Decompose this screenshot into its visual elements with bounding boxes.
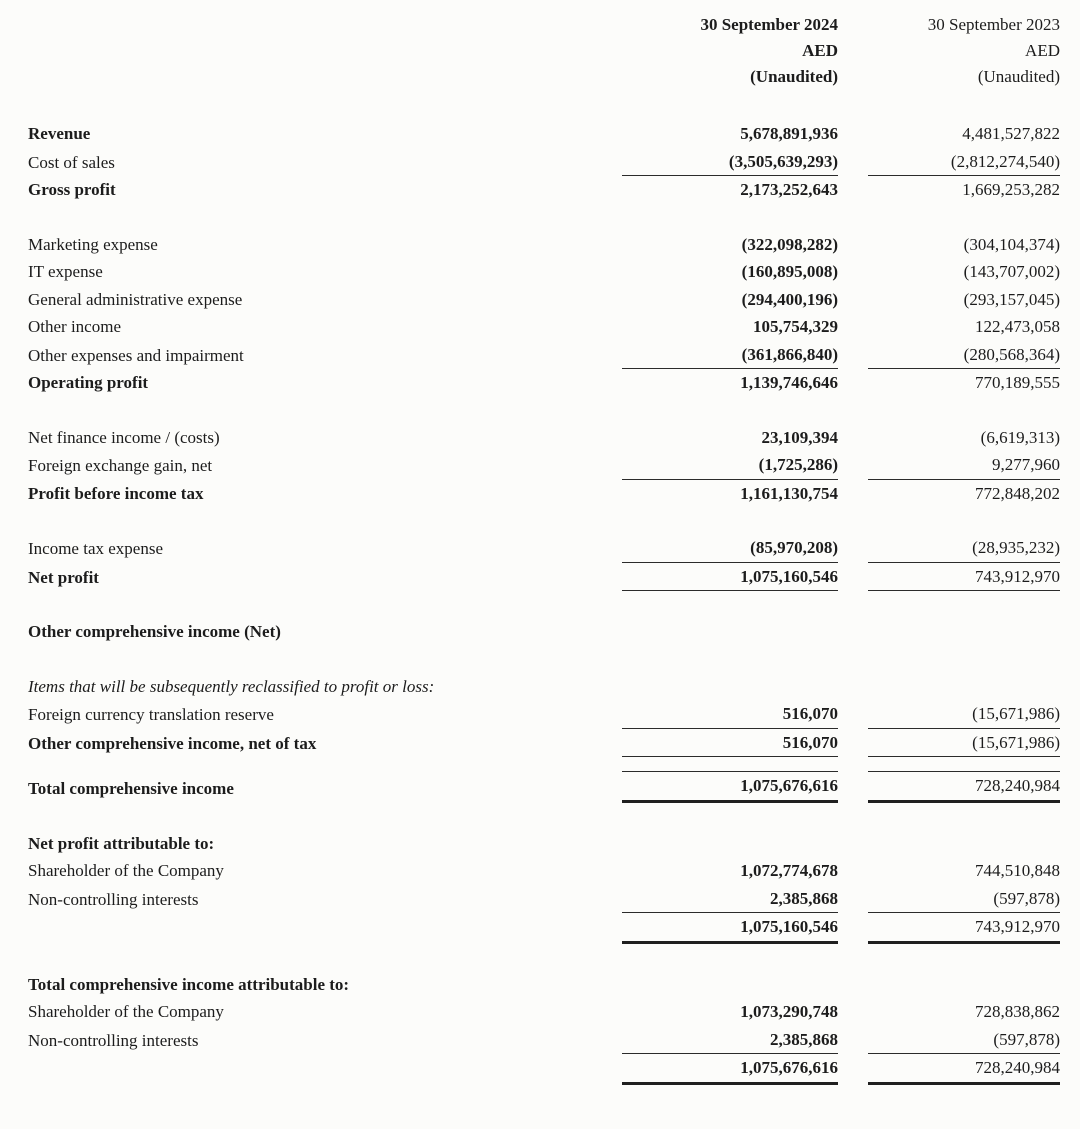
statement-row xyxy=(28,120,1080,148)
amount-2023: (15,671,986) xyxy=(868,729,1060,758)
amount-2023: 772,848,202 xyxy=(975,483,1060,503)
audit-status-2023-label: (Unaudited) xyxy=(977,67,1060,86)
currency-2023-label: AED xyxy=(1025,41,1060,60)
statement-row xyxy=(28,424,1080,452)
row-label: Non-controlling interests xyxy=(28,1030,199,1050)
row-label: Net profit attributable to: xyxy=(28,833,215,853)
amount-2024: 2,385,868 xyxy=(622,1026,838,1055)
statement-row xyxy=(28,700,1080,729)
amount-2023: (293,157,045) xyxy=(963,289,1060,309)
amount-2024: (3,505,639,293) xyxy=(622,148,838,177)
row-label: Profit before income tax xyxy=(28,483,204,503)
amount-2023: (143,707,002) xyxy=(963,262,1060,281)
amount-2024: (322,098,282) xyxy=(741,234,838,254)
statement-row xyxy=(28,286,1080,314)
amount-2023: 9,277,960 xyxy=(868,451,1060,480)
row-label: Revenue xyxy=(28,124,91,143)
amount-2024: 1,139,746,646 xyxy=(740,373,838,392)
statement-row xyxy=(28,313,1080,341)
amount-2023: (280,568,364) xyxy=(868,341,1060,370)
statement-row xyxy=(28,772,1080,803)
amount-2024: (85,970,208) xyxy=(622,534,838,563)
amount-2023: 743,912,970 xyxy=(868,563,1060,592)
amount-2024: 1,075,160,546 xyxy=(622,913,838,944)
statement-row xyxy=(28,1054,1080,1085)
row-label: Other income xyxy=(28,317,121,336)
amount-2024: 105,754,329 xyxy=(753,317,838,336)
statement-row xyxy=(28,369,1080,397)
row-spacer xyxy=(28,646,1080,673)
amount-2023: (15,671,986) xyxy=(868,700,1060,729)
amount-2023: 4,481,527,822 xyxy=(962,124,1060,143)
row-label: Other comprehensive income (Net) xyxy=(28,622,281,641)
statement-row xyxy=(28,673,1080,701)
amount-2023: 728,240,984 xyxy=(868,1054,1060,1085)
amount-2023: 122,473,058 xyxy=(975,317,1060,336)
amount-2023: 728,838,862 xyxy=(975,1002,1060,1021)
amount-2023: 743,912,970 xyxy=(868,913,1060,944)
row-label: Total comprehensive income xyxy=(28,779,234,798)
amount-2024: 2,385,868 xyxy=(622,885,838,914)
row-label: Foreign currency translation reserve xyxy=(28,705,274,724)
row-spacer xyxy=(28,803,1080,830)
row-spacer xyxy=(28,591,1080,618)
amount-2024: (1,725,286) xyxy=(622,451,838,480)
amount-2023: (304,104,374) xyxy=(963,234,1060,254)
statement-row xyxy=(28,618,1080,646)
row-label: Other comprehensive income, net of tax xyxy=(28,733,317,753)
row-label: Cost of sales xyxy=(28,152,115,172)
amount-2024: 1,073,290,748 xyxy=(740,1002,838,1021)
row-label: Gross profit xyxy=(28,180,116,199)
statement-row xyxy=(28,830,1080,858)
amount-2024: 516,070 xyxy=(622,729,838,758)
amount-2023: (2,812,274,540) xyxy=(868,148,1060,177)
row-label: Shareholder of the Company xyxy=(28,1002,224,1021)
row-label: Total comprehensive income attributable to: xyxy=(28,974,350,994)
column-headers xyxy=(28,12,1080,90)
amount-2023: 770,189,555 xyxy=(975,373,1060,392)
amount-2024: (294,400,196) xyxy=(741,289,838,309)
underline-row xyxy=(28,757,1080,772)
row-spacer xyxy=(28,944,1080,971)
period-2023-label: 30 September 2023 xyxy=(927,15,1060,34)
amount-2024: 5,678,891,936 xyxy=(740,124,838,143)
amount-2024: 1,072,774,678 xyxy=(740,861,838,880)
row-label: IT expense xyxy=(28,262,103,281)
amount-2024: (160,895,008) xyxy=(741,262,838,281)
amount-2024: 2,173,252,643 xyxy=(740,180,838,199)
statement-row xyxy=(28,857,1080,885)
amount-2023: 1,669,253,282 xyxy=(962,180,1060,199)
row-label: Operating profit xyxy=(28,373,149,392)
statement-row xyxy=(28,148,1080,177)
row-label: Items that will be subsequently reclassified to profit or loss: xyxy=(28,676,435,696)
statement-body xyxy=(28,120,1080,1085)
period-2024-label: 30 September 2024 xyxy=(700,15,838,34)
statement-row xyxy=(28,341,1080,370)
amount-2024: (361,866,840) xyxy=(622,341,838,370)
row-label: Marketing expense xyxy=(28,234,158,254)
statement-row xyxy=(28,231,1080,259)
statement-row xyxy=(28,1026,1080,1055)
statement-row xyxy=(28,534,1080,563)
row-label: Net profit xyxy=(28,567,99,587)
amount-2024: 1,075,676,616 xyxy=(622,772,838,803)
amount-2023: (597,878) xyxy=(868,1026,1060,1055)
currency-2024-label: AED xyxy=(802,41,838,60)
statement-row xyxy=(28,971,1080,999)
row-label: Non-controlling interests xyxy=(28,889,199,909)
row-label: Shareholder of the Company xyxy=(28,861,224,880)
statement-row xyxy=(28,480,1080,508)
row-label: Foreign exchange gain, net xyxy=(28,456,213,475)
amount-2023: 728,240,984 xyxy=(868,772,1060,803)
amount-2024: 1,161,130,754 xyxy=(740,483,838,503)
amount-2023: (597,878) xyxy=(868,885,1060,914)
amount-2024: 1,075,160,546 xyxy=(622,563,838,592)
amount-2023: (28,935,232) xyxy=(868,534,1060,563)
statement-row xyxy=(28,913,1080,944)
column-header-2024 xyxy=(622,12,838,90)
column-header-2023 xyxy=(868,12,1060,90)
audit-status-2024-label: (Unaudited) xyxy=(750,67,838,86)
statement-row xyxy=(28,563,1080,592)
statement-row xyxy=(28,451,1080,480)
row-spacer xyxy=(28,397,1080,424)
amount-2024: 516,070 xyxy=(622,700,838,729)
statement-row xyxy=(28,998,1080,1026)
statement-row xyxy=(28,258,1080,286)
row-label: Income tax expense xyxy=(28,539,163,558)
amount-2023: 744,510,848 xyxy=(975,861,1060,880)
row-spacer xyxy=(28,204,1080,231)
row-spacer xyxy=(28,507,1080,534)
amount-2023: (6,619,313) xyxy=(980,427,1060,447)
row-label: General administrative expense xyxy=(28,289,243,309)
statement-row xyxy=(28,176,1080,204)
amount-2024: 1,075,676,616 xyxy=(622,1054,838,1085)
statement-row xyxy=(28,729,1080,758)
amount-2024: 23,109,394 xyxy=(761,427,838,447)
row-label: Net finance income / (costs) xyxy=(28,427,220,447)
row-label: Other expenses and impairment xyxy=(28,345,244,365)
statement-row xyxy=(28,885,1080,914)
